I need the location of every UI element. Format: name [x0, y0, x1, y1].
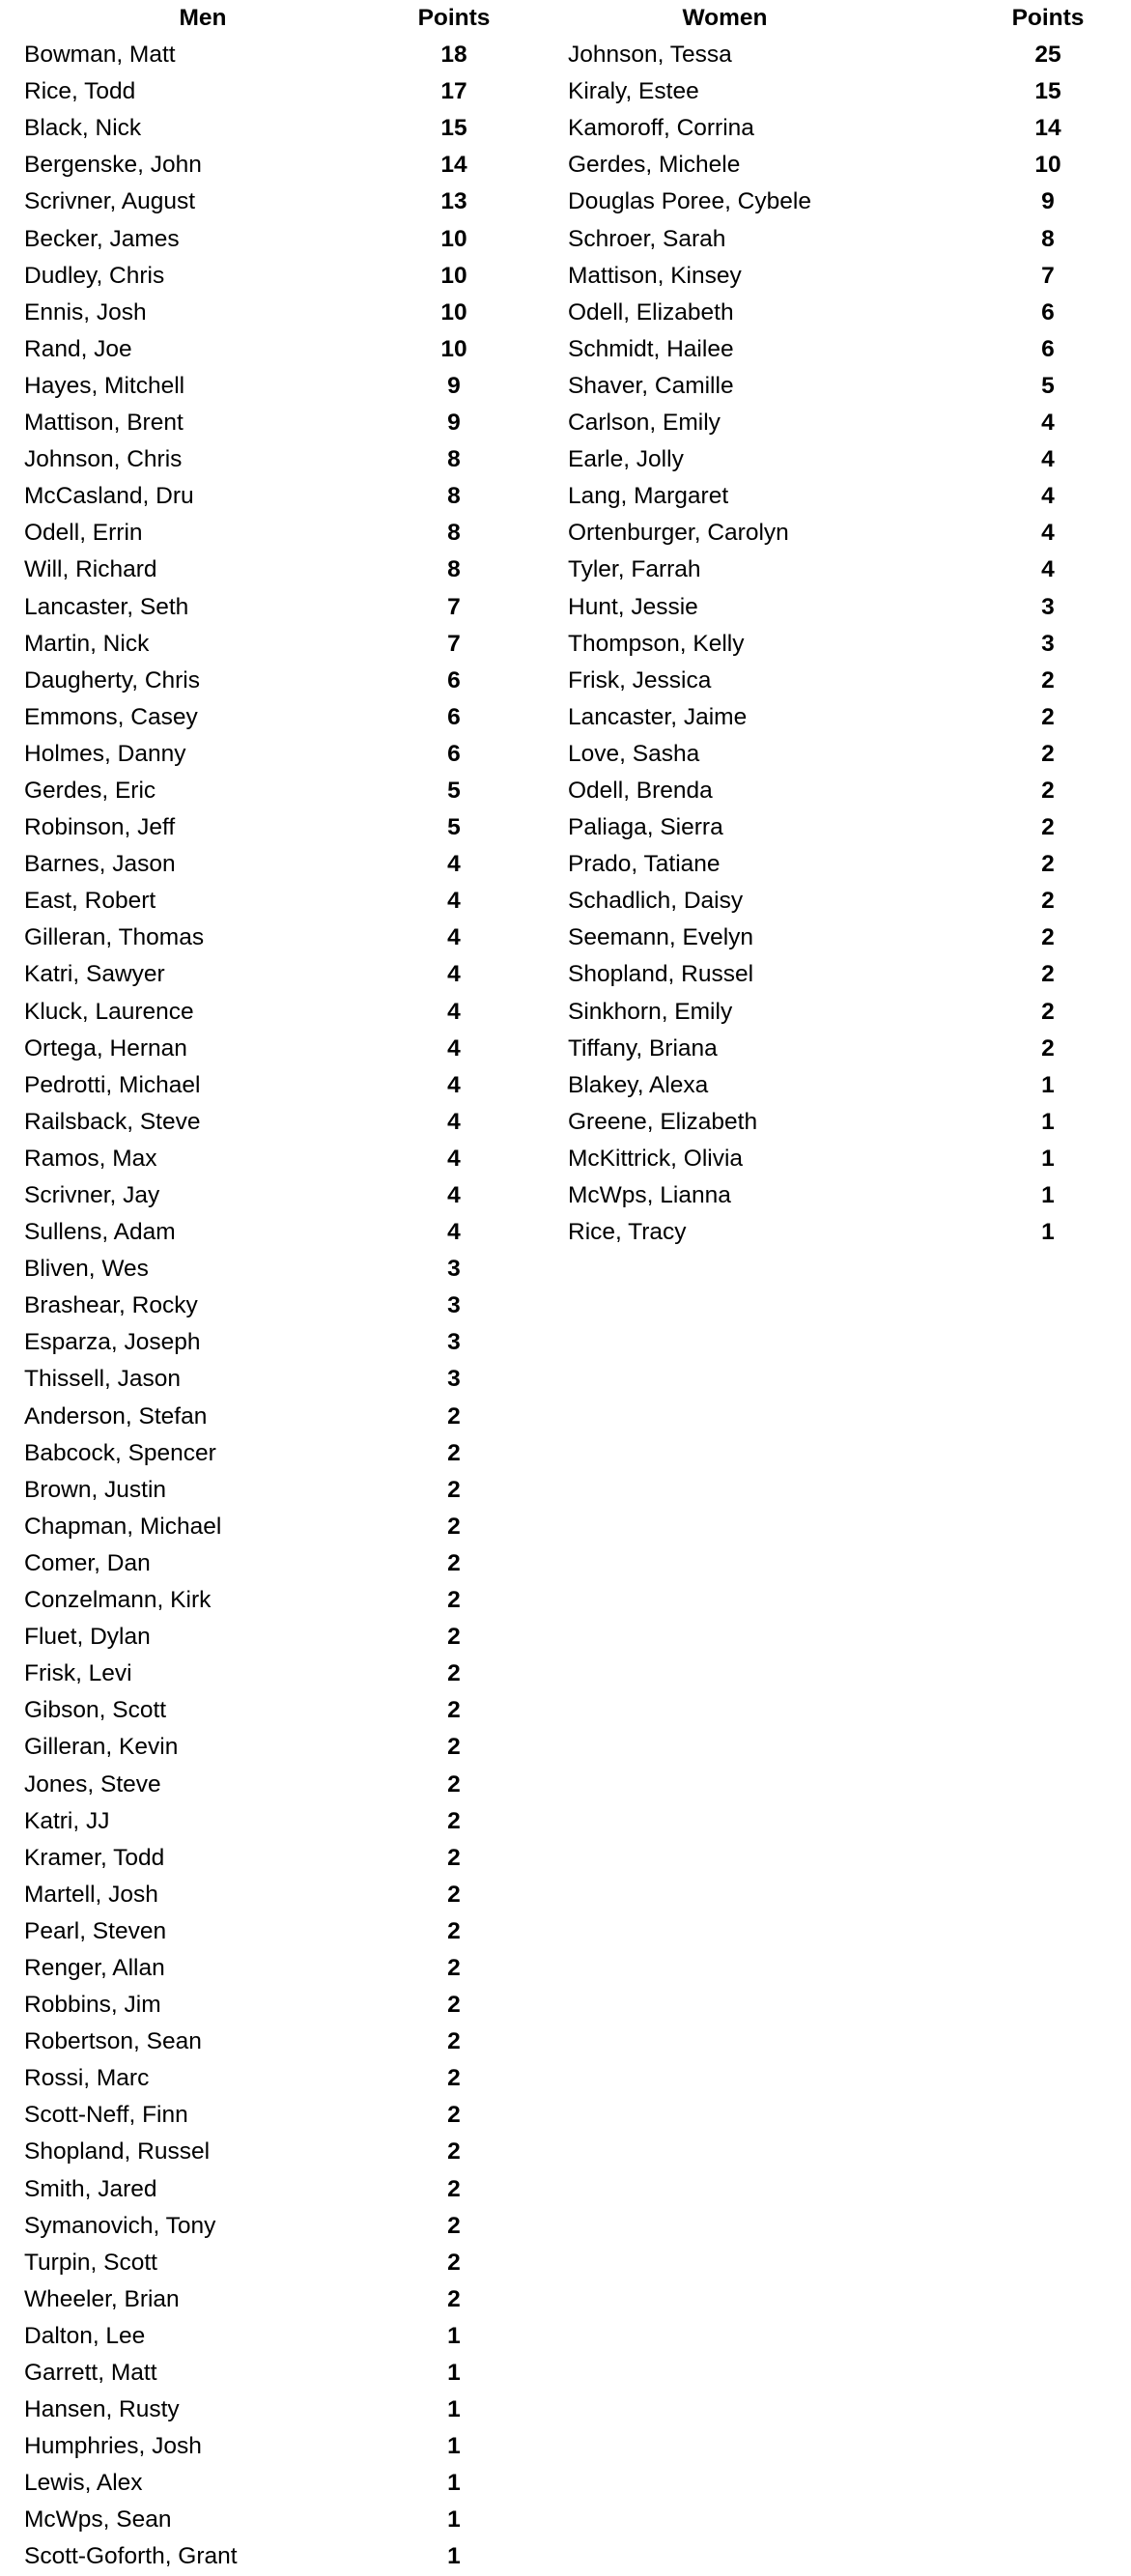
athlete-points: 3 — [447, 1256, 461, 1283]
athlete-name: Hunt, Jessie — [568, 593, 698, 620]
athlete-points: 2 — [447, 2028, 461, 2055]
athlete-name: Kramer, Todd — [24, 1844, 165, 1871]
athlete-name: Hansen, Rusty — [24, 2396, 180, 2423]
athlete-name: Esparza, Joseph — [24, 1329, 201, 1356]
athlete-name: Bergenske, John — [24, 152, 202, 179]
athlete-name: McWps, Sean — [24, 2506, 172, 2534]
men-points-header: Points — [417, 5, 491, 31]
athlete-name: Becker, James — [24, 225, 180, 252]
athlete-points: 1 — [1041, 1182, 1055, 1208]
athlete-name: Pedrotti, Michael — [24, 1071, 201, 1098]
athlete-points: 1 — [447, 2543, 461, 2570]
athlete-points: 15 — [440, 115, 467, 142]
athlete-name: Paliaga, Sierra — [568, 814, 723, 841]
athlete-name: Thompson, Kelly — [568, 630, 745, 657]
athlete-points: 4 — [1041, 446, 1055, 473]
men-name-header: Men — [179, 5, 227, 31]
athlete-name: Will, Richard — [24, 556, 157, 583]
athlete-name: Scott-Neff, Finn — [24, 2102, 188, 2129]
athlete-points: 1 — [447, 2506, 461, 2534]
athlete-points: 4 — [447, 1145, 461, 1172]
athlete-points: 1 — [447, 2322, 461, 2349]
athlete-name: Robertson, Sean — [24, 2028, 202, 2055]
athlete-points: 8 — [447, 556, 461, 583]
athlete-name: Babcock, Spencer — [24, 1439, 216, 1466]
athlete-name: Rice, Todd — [24, 78, 136, 105]
athlete-name: Martin, Nick — [24, 630, 150, 657]
athlete-name: Bliven, Wes — [24, 1256, 149, 1283]
athlete-name: Daugherty, Chris — [24, 666, 201, 694]
athlete-name: McCasland, Dru — [24, 483, 194, 510]
athlete-name: Railsback, Steve — [24, 1108, 201, 1135]
athlete-name: Seemann, Evelyn — [568, 924, 754, 951]
athlete-points: 9 — [447, 410, 461, 437]
athlete-points: 1 — [1041, 1071, 1055, 1098]
athlete-points: 7 — [447, 630, 461, 657]
athlete-points: 2 — [447, 1807, 461, 1834]
athlete-name: Wheeler, Brian — [24, 2285, 180, 2312]
athlete-name: Tyler, Farrah — [568, 556, 701, 583]
athlete-name: Renger, Allan — [24, 1954, 165, 1981]
athlete-points: 8 — [447, 483, 461, 510]
athlete-points: 4 — [447, 961, 461, 988]
athlete-points: 15 — [1034, 78, 1061, 105]
athlete-name: Brashear, Rocky — [24, 1292, 198, 1319]
athlete-points: 2 — [447, 1660, 461, 1687]
athlete-name: Love, Sasha — [568, 740, 700, 767]
athlete-name: Robbins, Jim — [24, 1992, 161, 2019]
athlete-name: Rand, Joe — [24, 335, 132, 362]
athlete-name: Conzelmann, Kirk — [24, 1587, 212, 1614]
athlete-points: 2 — [447, 1439, 461, 1466]
athlete-name: Shopland, Russel — [568, 961, 754, 988]
athlete-name: Douglas Poree, Cybele — [568, 188, 811, 215]
athlete-points: 10 — [440, 335, 467, 362]
athlete-points: 2 — [1041, 777, 1055, 804]
athlete-name: Turpin, Scott — [24, 2249, 157, 2276]
athlete-points: 5 — [1041, 372, 1055, 399]
athlete-points: 4 — [1041, 520, 1055, 547]
athlete-points: 2 — [447, 2249, 461, 2276]
athlete-name: Ennis, Josh — [24, 298, 147, 326]
athlete-points: 5 — [447, 777, 461, 804]
athlete-name: Katri, Sawyer — [24, 961, 165, 988]
athlete-points: 8 — [1041, 225, 1055, 252]
athlete-points: 25 — [1034, 42, 1061, 69]
athlete-points: 2 — [1041, 703, 1055, 730]
athlete-name: Anderson, Stefan — [24, 1402, 208, 1430]
athlete-name: Pearl, Steven — [24, 1917, 167, 1944]
athlete-points: 2 — [447, 1697, 461, 1724]
athlete-name: Dalton, Lee — [24, 2322, 146, 2349]
athlete-points: 2 — [447, 1587, 461, 1614]
women-points-header: Points — [1011, 5, 1085, 31]
athlete-points: 9 — [1041, 188, 1055, 215]
athlete-points: 6 — [447, 703, 461, 730]
athlete-points: 3 — [447, 1329, 461, 1356]
athlete-points: 3 — [447, 1292, 461, 1319]
athlete-points: 10 — [1034, 152, 1061, 179]
athlete-name: Gilleran, Kevin — [24, 1734, 179, 1761]
athlete-points: 2 — [447, 2175, 461, 2202]
athlete-name: Odell, Elizabeth — [568, 298, 734, 326]
athlete-name: Scrivner, August — [24, 188, 196, 215]
athlete-name: Odell, Errin — [24, 520, 143, 547]
athlete-points: 3 — [447, 1366, 461, 1393]
athlete-name: Jones, Steve — [24, 1770, 161, 1798]
athlete-name: Emmons, Casey — [24, 703, 198, 730]
athlete-name: Schadlich, Daisy — [568, 888, 744, 915]
athlete-name: Ortenburger, Carolyn — [568, 520, 789, 547]
athlete-name: Gerdes, Eric — [24, 777, 156, 804]
athlete-points: 4 — [447, 1071, 461, 1098]
athlete-name: Greene, Elizabeth — [568, 1108, 758, 1135]
athlete-points: 2 — [447, 2065, 461, 2092]
athlete-name: Humphries, Josh — [24, 2433, 202, 2460]
athlete-name: McKittrick, Olivia — [568, 1145, 744, 1172]
athlete-points: 18 — [440, 42, 467, 69]
athlete-name: Chapman, Michael — [24, 1513, 222, 1540]
athlete-name: Holmes, Danny — [24, 740, 186, 767]
athlete-points: 1 — [1041, 1145, 1055, 1172]
athlete-points: 2 — [447, 1917, 461, 1944]
athlete-points: 1 — [447, 2360, 461, 2386]
athlete-name: Lewis, Alex — [24, 2470, 143, 2497]
athlete-points: 3 — [1041, 630, 1055, 657]
athlete-points: 4 — [447, 924, 461, 951]
athlete-points: 2 — [1041, 814, 1055, 841]
athlete-name: Tiffany, Briana — [568, 1034, 718, 1062]
athlete-name: Johnson, Tessa — [568, 42, 732, 69]
athlete-name: Lancaster, Jaime — [568, 703, 748, 730]
athlete-points: 2 — [1041, 998, 1055, 1025]
athlete-points: 7 — [1041, 262, 1055, 289]
athlete-name: Ortega, Hernan — [24, 1034, 187, 1062]
athlete-name: Johnson, Chris — [24, 446, 183, 473]
athlete-name: Shaver, Camille — [568, 372, 734, 399]
athlete-points: 2 — [447, 2285, 461, 2312]
athlete-points: 4 — [447, 998, 461, 1025]
athlete-name: Blakey, Alexa — [568, 1071, 709, 1098]
athlete-points: 4 — [1041, 483, 1055, 510]
athlete-name: Comer, Dan — [24, 1549, 151, 1576]
athlete-name: Symanovich, Tony — [24, 2212, 216, 2239]
athlete-points: 4 — [447, 1182, 461, 1208]
athlete-name: Earle, Jolly — [568, 446, 684, 473]
athlete-points: 4 — [447, 888, 461, 915]
athlete-points: 2 — [1041, 851, 1055, 878]
athlete-points: 1 — [1041, 1219, 1055, 1246]
athlete-points: 2 — [447, 1770, 461, 1798]
athlete-points: 2 — [447, 1624, 461, 1651]
athlete-name: Carlson, Emily — [568, 410, 721, 437]
athlete-points: 6 — [447, 740, 461, 767]
athlete-name: Gibson, Scott — [24, 1697, 167, 1724]
athlete-points: 4 — [447, 1034, 461, 1062]
athlete-name: Rossi, Marc — [24, 2065, 150, 2092]
athlete-points: 2 — [447, 1881, 461, 1908]
athlete-points: 14 — [440, 152, 467, 179]
athlete-points: 2 — [1041, 666, 1055, 694]
athlete-name: Frisk, Jessica — [568, 666, 712, 694]
athlete-points: 2 — [447, 1992, 461, 2019]
athlete-points: 1 — [447, 2433, 461, 2460]
athlete-name: Scrivner, Jay — [24, 1182, 160, 1208]
athlete-points: 1 — [1041, 1108, 1055, 1135]
athlete-points: 10 — [440, 298, 467, 326]
athlete-name: Brown, Justin — [24, 1476, 167, 1503]
athlete-name: Frisk, Levi — [24, 1660, 132, 1687]
athlete-name: Ramos, Max — [24, 1145, 157, 1172]
athlete-name: Smith, Jared — [24, 2175, 157, 2202]
athlete-points: 6 — [1041, 298, 1055, 326]
athlete-points: 2 — [1041, 740, 1055, 767]
athlete-points: 2 — [447, 2138, 461, 2166]
athlete-name: Thissell, Jason — [24, 1366, 182, 1393]
athlete-points: 4 — [1041, 410, 1055, 437]
athlete-name: Mattison, Brent — [24, 410, 184, 437]
athlete-name: Lancaster, Seth — [24, 593, 189, 620]
athlete-points: 4 — [447, 1219, 461, 1246]
athlete-points: 2 — [447, 2212, 461, 2239]
athlete-name: Gerdes, Michele — [568, 152, 741, 179]
athlete-name: Barnes, Jason — [24, 851, 176, 878]
athlete-name: Kluck, Laurence — [24, 998, 194, 1025]
athlete-points: 2 — [447, 1844, 461, 1871]
athlete-name: Prado, Tatiane — [568, 851, 721, 878]
athlete-name: Kiraly, Estee — [568, 78, 699, 105]
athlete-name: Fluet, Dylan — [24, 1624, 151, 1651]
athlete-points: 13 — [440, 188, 467, 215]
athlete-name: Mattison, Kinsey — [568, 262, 742, 289]
athlete-name: Scott-Goforth, Grant — [24, 2543, 238, 2570]
athlete-points: 2 — [447, 1513, 461, 1540]
athlete-name: Dudley, Chris — [24, 262, 165, 289]
athlete-points: 6 — [447, 666, 461, 694]
athlete-name: Kamoroff, Corrina — [568, 115, 754, 142]
athlete-points: 2 — [447, 1402, 461, 1430]
athlete-points: 6 — [1041, 335, 1055, 362]
athlete-name: McWps, Lianna — [568, 1182, 731, 1208]
athlete-name: Gilleran, Thomas — [24, 924, 205, 951]
athlete-name: Schroer, Sarah — [568, 225, 726, 252]
athlete-points: 2 — [447, 1734, 461, 1761]
athlete-points: 9 — [447, 372, 461, 399]
athlete-points: 2 — [447, 1549, 461, 1576]
athlete-name: Garrett, Matt — [24, 2360, 157, 2386]
athlete-points: 1 — [447, 2470, 461, 2497]
athlete-points: 7 — [447, 593, 461, 620]
athlete-points: 2 — [447, 2102, 461, 2129]
athlete-name: Martell, Josh — [24, 1881, 158, 1908]
athlete-points: 10 — [440, 262, 467, 289]
athlete-name: Odell, Brenda — [568, 777, 713, 804]
athlete-points: 2 — [1041, 888, 1055, 915]
athlete-points: 8 — [447, 446, 461, 473]
athlete-name: Sullens, Adam — [24, 1219, 176, 1246]
athlete-points: 5 — [447, 814, 461, 841]
athlete-name: Robinson, Jeff — [24, 814, 176, 841]
athlete-name: Lang, Margaret — [568, 483, 729, 510]
athlete-points: 8 — [447, 520, 461, 547]
athlete-name: East, Robert — [24, 888, 156, 915]
athlete-name: Sinkhorn, Emily — [568, 998, 733, 1025]
women-name-header: Women — [682, 5, 768, 31]
athlete-points: 17 — [440, 78, 467, 105]
athlete-points: 2 — [1041, 1034, 1055, 1062]
athlete-points: 10 — [440, 225, 467, 252]
athlete-points: 3 — [1041, 593, 1055, 620]
athlete-name: Black, Nick — [24, 115, 142, 142]
athlete-name: Bowman, Matt — [24, 42, 176, 69]
athlete-name: Rice, Tracy — [568, 1219, 687, 1246]
athlete-name: Shopland, Russel — [24, 2138, 211, 2166]
athlete-points: 2 — [447, 1476, 461, 1503]
athlete-points: 2 — [1041, 961, 1055, 988]
athlete-points: 4 — [447, 1108, 461, 1135]
athlete-name: Katri, JJ — [24, 1807, 110, 1834]
athlete-points: 2 — [447, 1954, 461, 1981]
athlete-points: 14 — [1034, 115, 1061, 142]
athlete-points: 1 — [447, 2396, 461, 2423]
athlete-points: 4 — [447, 851, 461, 878]
athlete-points: 2 — [1041, 924, 1055, 951]
athlete-points: 4 — [1041, 556, 1055, 583]
athlete-name: Schmidt, Hailee — [568, 335, 734, 362]
athlete-name: Hayes, Mitchell — [24, 372, 185, 399]
